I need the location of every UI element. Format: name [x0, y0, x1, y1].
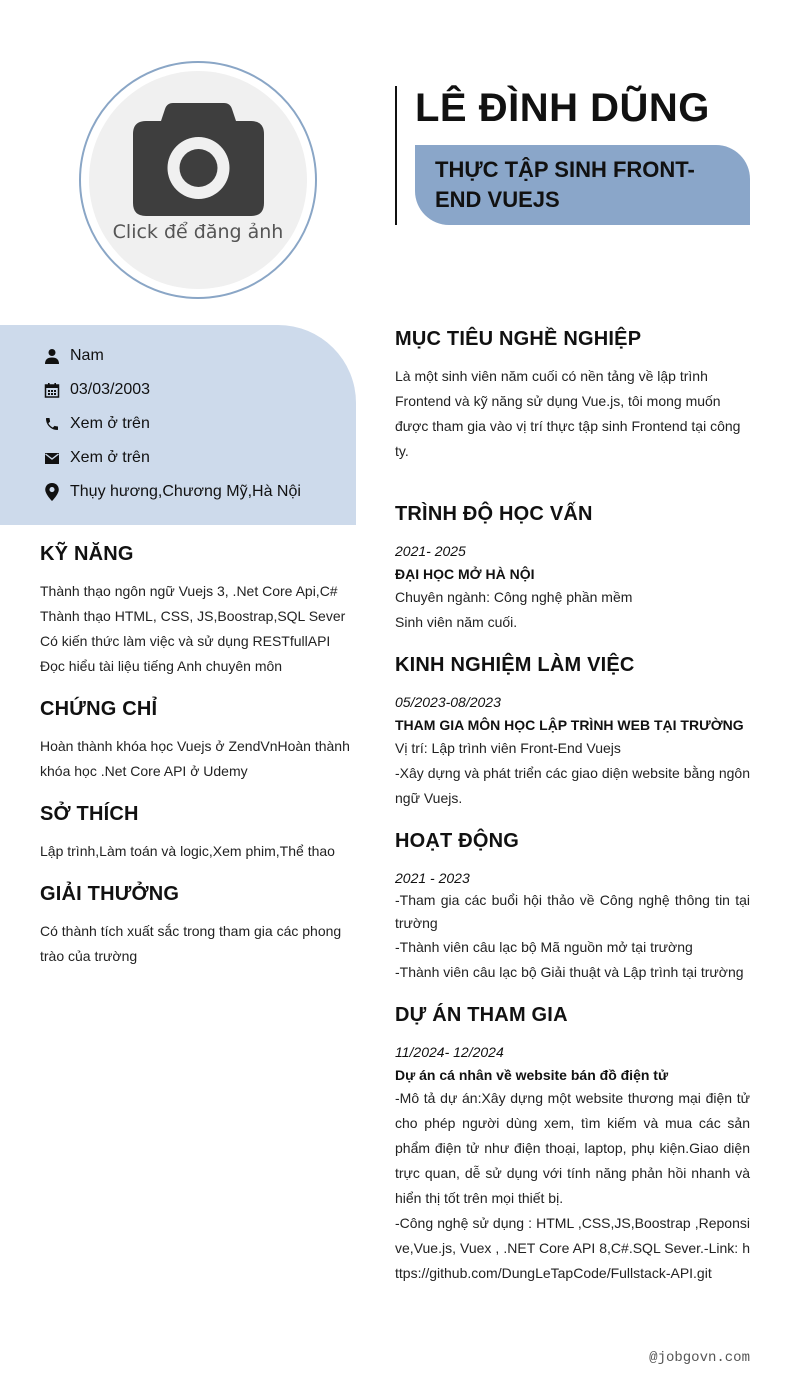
- name-divider: [395, 86, 397, 225]
- certificates-text: Hoàn thành khóa học Vuejs ở ZendVnHoàn thành khóa học .Net Core API ở Udemy: [40, 738, 350, 779]
- awards-title: GIẢI THƯỞNG: [40, 883, 180, 905]
- projects-title: DỰ ÁN THAM GIA: [395, 1004, 568, 1026]
- education-school: ĐẠI HỌC MỞ HÀ NỘI: [395, 566, 535, 582]
- activities-date: 2021 - 2023: [395, 870, 470, 886]
- job-title: THỰC TẬP SINH FRONT-END VUEJS: [415, 145, 750, 225]
- experience-title: KINH NGHIỆM LÀM VIỆC: [395, 654, 635, 676]
- contact-address: Thụy hương,Chương Mỹ,Hà Nội: [42, 480, 301, 504]
- contact-email: Xem ở trên: [42, 446, 150, 470]
- contact-birthday: 03/03/2003: [42, 378, 150, 402]
- footer-watermark: @jobgovn.com: [649, 1350, 750, 1366]
- photo-caption: Click để đăng ảnh: [112, 221, 284, 243]
- education-date: 2021- 2025: [395, 543, 466, 559]
- contact-phone: Xem ở trên: [42, 412, 150, 436]
- project-desc: -Mô tả dự án:Xây dựng một website thương mại điện tử cho phép người dùng xem, tìm kiếm và mua các sản phẩm điện tử như điện thoại, laptop, phụ kiện.Giao diện trực quan, dễ sử dụng với tính năng phản hồi nhanh và hiển thị tốt trên mọi thiết bị.: [395, 1090, 750, 1206]
- calendar-icon: [42, 380, 62, 400]
- project-name: Dự án cá nhân về website bán đồ điện tử: [395, 1067, 669, 1083]
- education-title: TRÌNH ĐỘ HỌC VẤN: [395, 503, 593, 525]
- awards-text: Có thành tích xuất sắc trong tham gia các phong trào của trường: [40, 923, 342, 964]
- experience-desc: -Xây dựng và phát triển các giao diện website bằng ngôn ngữ Vuejs.: [395, 765, 750, 806]
- certificates-title: CHỨNG CHỈ: [40, 698, 158, 720]
- experience-role: Vị trí: Lập trình viên Front-End Vuejs: [395, 740, 621, 756]
- phone-icon: [42, 414, 62, 434]
- person-icon: [42, 346, 62, 366]
- hobbies-title: SỞ THÍCH: [40, 803, 139, 825]
- skills-title: KỸ NĂNG: [40, 543, 134, 565]
- hobbies-text: Lập trình,Làm toán và logic,Xem phim,Thể thao: [40, 843, 335, 859]
- activity-item: -Thành viên câu lạc bộ Mã nguồn mở tại trường -Thành viên câu lạc bộ Giải thuật và Lập trình tại trường: [395, 939, 744, 980]
- candidate-name: LÊ ĐÌNH DŨNG: [415, 86, 710, 130]
- project-date: 11/2024- 12/2024: [395, 1044, 504, 1060]
- objective-title: MỤC TIÊU NGHỀ NGHIỆP: [395, 328, 642, 350]
- project-tech: -Công nghệ sử dụng : HTML ,CSS,JS,Boostrap ,Reponsive,Vue.js, Vuex , .NET Core API 8,C#.SQL Sever.-Link: https://github.com/DungLeTapCode/Fullstack-API.git: [395, 1215, 750, 1281]
- experience-date: 05/2023-08/2023: [395, 694, 501, 710]
- profile-photo-upload[interactable]: [79, 61, 317, 299]
- photo-placeholder[interactable]: [89, 71, 307, 289]
- skills-list: Thành thạo ngôn ngữ Vuejs 3, .Net Core Api,C# Thành thạo HTML, CSS, JS,Boostrap,SQL Sever Có kiến thức làm việc và sử dụng RESTfullAPI Đọc hiểu tài liệu tiếng Anh chuyên môn: [40, 583, 346, 674]
- objective-text: Là một sinh viên năm cuối có nền tảng về lập trình Frontend và kỹ năng sử dụng Vue.js, tôi mong muốn được tham gia vào vị trí thực tập sinh Frontend tại công ty.: [395, 368, 741, 459]
- activities-title: HOẠT ĐỘNG: [395, 830, 520, 852]
- activity-item: -Tham gia các buổi hội thảo về Công nghệ thông tin tại trường: [395, 892, 750, 931]
- education-details: Chuyên ngành: Công nghệ phần mềm Sinh viên năm cuối.: [395, 589, 633, 630]
- location-icon: [42, 482, 62, 502]
- experience-org: THAM GIA MÔN HỌC LẬP TRÌNH WEB TẠI TRƯỜNG: [395, 717, 744, 733]
- mail-icon: [42, 448, 62, 468]
- camera-icon: [133, 103, 264, 216]
- contact-gender: Nam: [42, 344, 104, 368]
